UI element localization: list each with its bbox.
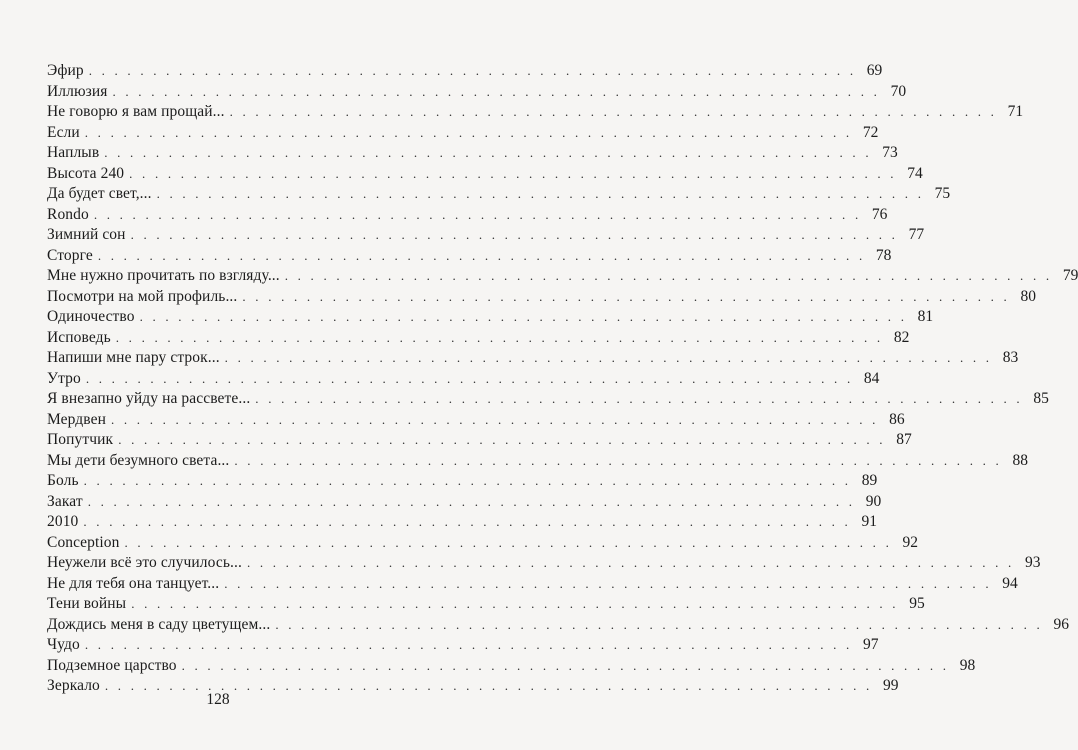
toc-leader-dots: . . . . . . . . . . . . . . . . . . . . . . . . . . . . . . . . . . . . . . . . . . . . . . . . . . . . . . . . . . . . bbox=[129, 165, 897, 181]
toc-entry-page: 92 bbox=[902, 533, 919, 551]
toc-entry bbox=[47, 410, 905, 431]
toc-leader-dots: . . . . . . . . . . . . . . . . . . . . . . . . . . . . . . . . . . . . . . . . . . . . . . . . . . . . . . . . . . . . bbox=[83, 514, 851, 529]
toc-leader-dots: . . . . . . . . . . . . . . . . . . . . . . . . . . . . . . . . . . . . . . . . . . . . . . . . . . . . . . . . . . . . bbox=[124, 534, 893, 550]
toc-leader-dots: . . . . . . . . . . . . . . . . . . . . . . . . . . . . . . . . . . . . . . . . . . . . . . . . . . . . . . . . . . . . bbox=[275, 616, 1043, 632]
toc-entry-page: 97 bbox=[862, 636, 879, 653]
toc-leader-dots: . . . . . . . . . . . . . . . . . . . . . . . . . . . . . . . . . . . . . . . . . . . . . . . . . . . . . . . . . . . . bbox=[130, 227, 899, 242]
toc-entry bbox=[47, 82, 907, 103]
toc-leader-dots: . . . . . . . . . . . . . . . . . . . . . . . . . . . . . . . . . . . . . . . . . . . . . . . . . . . . . . . . . . . . bbox=[104, 145, 872, 160]
toc-entry bbox=[47, 205, 888, 226]
toc-entry bbox=[47, 594, 925, 615]
toc-entry-page: 81 bbox=[917, 308, 934, 325]
toc-entry-page: 69 bbox=[866, 62, 883, 79]
table-of-contents bbox=[47, 61, 1078, 697]
toc-entry-title: Высота 240 bbox=[47, 164, 125, 182]
toc-entry bbox=[47, 287, 1036, 308]
toc-entry-title: Не для тебя она танцует... bbox=[47, 574, 220, 592]
toc-entry bbox=[47, 471, 878, 492]
toc-leader-dots: . . . . . . . . . . . . . . . . . . . . . . . . . . . . . . . . . . . . . . . . . . . . . . . . . . . . . . . . . . . . bbox=[242, 288, 1010, 304]
toc-entry-title: Зимний сон bbox=[47, 226, 126, 243]
toc-leader-dots: . . . . . . . . . . . . . . . . . . . . . . . . . . . . . . . . . . . . . . . . . . . . . . . . . . . . . . . . . . . . bbox=[111, 411, 879, 427]
toc-entry-page: 80 bbox=[1020, 287, 1036, 305]
toc-entry-page: 87 bbox=[896, 431, 912, 448]
toc-entry-page: 79 bbox=[1062, 267, 1078, 284]
toc-entry-title: Да будет свет,... bbox=[47, 185, 152, 202]
toc-entry bbox=[47, 164, 923, 185]
toc-entry bbox=[47, 615, 1069, 636]
toc-entry-page: 89 bbox=[861, 472, 878, 489]
toc-leader-dots: . . . . . . . . . . . . . . . . . . . . . . . . . . . . . . . . . . . . . . . . . . . . . . . . . . . . . . . . . . . . bbox=[84, 124, 853, 140]
toc-entry bbox=[47, 143, 898, 164]
toc-entry bbox=[47, 451, 1028, 472]
toc-entry bbox=[47, 307, 934, 328]
toc-entry-title: Зеркало bbox=[47, 677, 100, 694]
toc-entry-page: 96 bbox=[1053, 615, 1069, 633]
toc-leader-dots: . . . . . . . . . . . . . . . . . . . . . . . . . . . . . . . . . . . . . . . . . . . . . . . . . . . . . . . . . . . . bbox=[246, 555, 1015, 570]
toc-entry-page: 71 bbox=[1007, 103, 1024, 120]
toc-leader-dots: . . . . . . . . . . . . . . . . . . . . . . . . . . . . . . . . . . . . . . . . . . . . . . . . . . . . . . . . . . . . bbox=[97, 247, 866, 263]
toc-entry-title: Сторге bbox=[47, 246, 93, 264]
toc-entry-title: Иллюзия bbox=[47, 82, 108, 100]
toc-leader-dots: . . . . . . . . . . . . . . . . . . . . . . . . . . . . . . . . . . . . . . . . . . . . . . . . . . . . . . . . . . . . bbox=[224, 350, 993, 365]
toc-entry bbox=[47, 102, 1024, 123]
toc-entry-title: Чудо bbox=[47, 636, 80, 653]
toc-entry-title: Мне нужно прочитать по взгляду... bbox=[47, 267, 280, 284]
toc-entry-title: Боль bbox=[47, 472, 79, 489]
toc-entry-page: 73 bbox=[882, 144, 898, 161]
toc-leader-dots: . . . . . . . . . . . . . . . . . . . . . . . . . . . . . . . . . . . . . . . . . . . . . . . . . . . . . . . . . . . . bbox=[181, 657, 950, 673]
toc-entry-page: 82 bbox=[893, 328, 910, 346]
toc-entry-page: 98 bbox=[959, 656, 976, 674]
toc-entry-title: Мы дети безумного света... bbox=[47, 451, 230, 469]
toc-entry-page: 83 bbox=[1002, 349, 1019, 366]
toc-entry bbox=[47, 369, 880, 390]
toc-leader-dots: . . . . . . . . . . . . . . . . . . . . . . . . . . . . . . . . . . . . . . . . . . . . . . . . . . . . . . . . . . . . bbox=[112, 83, 881, 99]
toc-entry-title: Conception bbox=[47, 533, 120, 551]
toc-entry-title: Неужели всё это случилось... bbox=[47, 554, 242, 571]
toc-entry bbox=[47, 184, 951, 205]
toc-entry-title: Напиши мне пару строк... bbox=[47, 349, 220, 366]
toc-leader-dots: . . . . . . . . . . . . . . . . . . . . . . . . . . . . . . . . . . . . . . . . . . . . . . . . . . . . . . . . . . . . bbox=[118, 432, 886, 447]
toc-entry-page: 78 bbox=[875, 246, 892, 264]
toc-leader-dots: . . . . . . . . . . . . . . . . . . . . . . . . . . . . . . . . . . . . . . . . . . . . . . . . . . . . . . . . . . . . bbox=[88, 63, 857, 78]
toc-entry bbox=[47, 656, 976, 677]
toc-entry-title: Попутчик bbox=[47, 431, 114, 448]
toc-leader-dots: . . . . . . . . . . . . . . . . . . . . . . . . . . . . . . . . . . . . . . . . . . . . . . . . . . . . . . . . . . . . bbox=[85, 370, 854, 386]
toc-entry-title: Если bbox=[47, 123, 80, 141]
toc-leader-dots: . . . . . . . . . . . . . . . . . . . . . . . . . . . . . . . . . . . . . . . . . . . . . . . . . . . . . . . . . . . . bbox=[87, 493, 856, 509]
toc-entry bbox=[47, 61, 883, 82]
toc-entry bbox=[47, 348, 1019, 369]
toc-entry bbox=[47, 533, 919, 554]
toc-entry bbox=[47, 246, 892, 267]
toc-leader-dots: . . . . . . . . . . . . . . . . . . . . . . . . . . . . . . . . . . . . . . . . . . . . . . . . . . . . . . . . . . . . bbox=[84, 637, 853, 652]
toc-entry-page: 70 bbox=[890, 82, 907, 100]
toc-entry-page: 72 bbox=[862, 123, 879, 141]
toc-entry-title: Тени войны bbox=[47, 595, 127, 612]
toc-entry-title: Наплыв bbox=[47, 144, 100, 161]
toc-entry-title: Rondo bbox=[47, 205, 89, 223]
toc-entry-title: Мердвен bbox=[47, 410, 106, 428]
toc-leader-dots: . . . . . . . . . . . . . . . . . . . . . . . . . . . . . . . . . . . . . . . . . . . . . . . . . . . . . . . . . . . . bbox=[234, 452, 1002, 468]
toc-entry bbox=[47, 328, 910, 349]
toc-entry bbox=[47, 492, 882, 513]
toc-entry-page: 90 bbox=[865, 492, 882, 510]
toc-entry-page: 74 bbox=[907, 164, 923, 182]
toc-entry bbox=[47, 553, 1041, 574]
toc-entry-page: 76 bbox=[871, 205, 888, 223]
toc-entry-title: Дождись меня в саду цветущем... bbox=[47, 615, 271, 633]
toc-leader-dots: . . . . . . . . . . . . . . . . . . . . . . . . . . . . . . . . . . . . . . . . . . . . . . . . . . . . . . . . . . . . bbox=[139, 309, 908, 324]
toc-entry-page: 94 bbox=[1002, 574, 1018, 592]
toc-leader-dots: . . . . . . . . . . . . . . . . . . . . . . . . . . . . . . . . . . . . . . . . . . . . . . . . . . . . . . . . . . . . bbox=[224, 575, 992, 591]
toc-leader-dots: . . . . . . . . . . . . . . . . . . . . . . . . . . . . . . . . . . . . . . . . . . . . . . . . . . . . . . . . . . . . bbox=[115, 329, 884, 345]
toc-entry bbox=[47, 389, 1049, 410]
toc-leader-dots: . . . . . . . . . . . . . . . . . . . . . . . . . . . . . . . . . . . . . . . . . . . . . . . . . . . . . . . . . . . . bbox=[83, 473, 852, 488]
toc-entry-page: 75 bbox=[934, 185, 951, 202]
toc-entry bbox=[47, 635, 879, 656]
toc-entry-title: Посмотри на мой профиль... bbox=[47, 287, 238, 305]
toc-entry-title: Подземное царство bbox=[47, 656, 177, 674]
toc-entry bbox=[47, 225, 925, 246]
toc-entry-title: 2010 bbox=[47, 513, 79, 530]
toc-entry-title: Не говорю я вам прощай... bbox=[47, 103, 225, 120]
toc-entry bbox=[47, 512, 877, 533]
toc-leader-dots: . . . . . . . . . . . . . . . . . . . . . . . . . . . . . . . . . . . . . . . . . . . . . . . . . . . . . . . . . . . . bbox=[255, 391, 1023, 406]
toc-leader-dots: . . . . . . . . . . . . . . . . . . . . . . . . . . . . . . . . . . . . . . . . . . . . . . . . . . . . . . . . . . . . bbox=[284, 268, 1053, 283]
toc-entry-page: 77 bbox=[908, 226, 925, 243]
toc-leader-dots: . . . . . . . . . . . . . . . . . . . . . . . . . . . . . . . . . . . . . . . . . . . . . . . . . . . . . . . . . . . . bbox=[93, 206, 862, 222]
toc-entry-page: 99 bbox=[882, 677, 899, 694]
toc-entry-title: Одиночество bbox=[47, 308, 135, 325]
toc-entry-title: Эфир bbox=[47, 62, 84, 79]
toc-entry bbox=[47, 266, 1078, 287]
toc-entry-page: 86 bbox=[889, 410, 905, 428]
toc-entry-title: Я внезапно уйду на рассвете... bbox=[47, 390, 251, 407]
toc-entry-title: Закат bbox=[47, 492, 83, 510]
toc-entry-page: 91 bbox=[861, 513, 877, 530]
toc-entry bbox=[47, 123, 879, 144]
toc-entry-page: 84 bbox=[863, 369, 880, 387]
toc-leader-dots: . . . . . . . . . . . . . . . . . . . . . . . . . . . . . . . . . . . . . . . . . . . . . . . . . . . . . . . . . . . . bbox=[229, 104, 998, 119]
toc-entry bbox=[47, 574, 1018, 595]
toc-entry-page: 95 bbox=[909, 595, 925, 612]
toc-entry-page: 85 bbox=[1033, 390, 1049, 407]
toc-entry-page: 93 bbox=[1025, 554, 1041, 571]
toc-entry-title: Утро bbox=[47, 369, 81, 387]
toc-entry-page: 88 bbox=[1012, 451, 1028, 469]
toc-entry-title: Исповедь bbox=[47, 328, 111, 346]
toc-entry bbox=[47, 430, 912, 451]
toc-leader-dots: . . . . . . . . . . . . . . . . . . . . . . . . . . . . . . . . . . . . . . . . . . . . . . . . . . . . . . . . . . . . bbox=[104, 678, 873, 693]
page-number: 128 bbox=[206, 691, 230, 708]
toc-leader-dots: . . . . . . . . . . . . . . . . . . . . . . . . . . . . . . . . . . . . . . . . . . . . . . . . . . . . . . . . . . . . bbox=[131, 596, 899, 611]
toc-leader-dots: . . . . . . . . . . . . . . . . . . . . . . . . . . . . . . . . . . . . . . . . . . . . . . . . . . . . . . . . . . . . bbox=[156, 186, 925, 201]
